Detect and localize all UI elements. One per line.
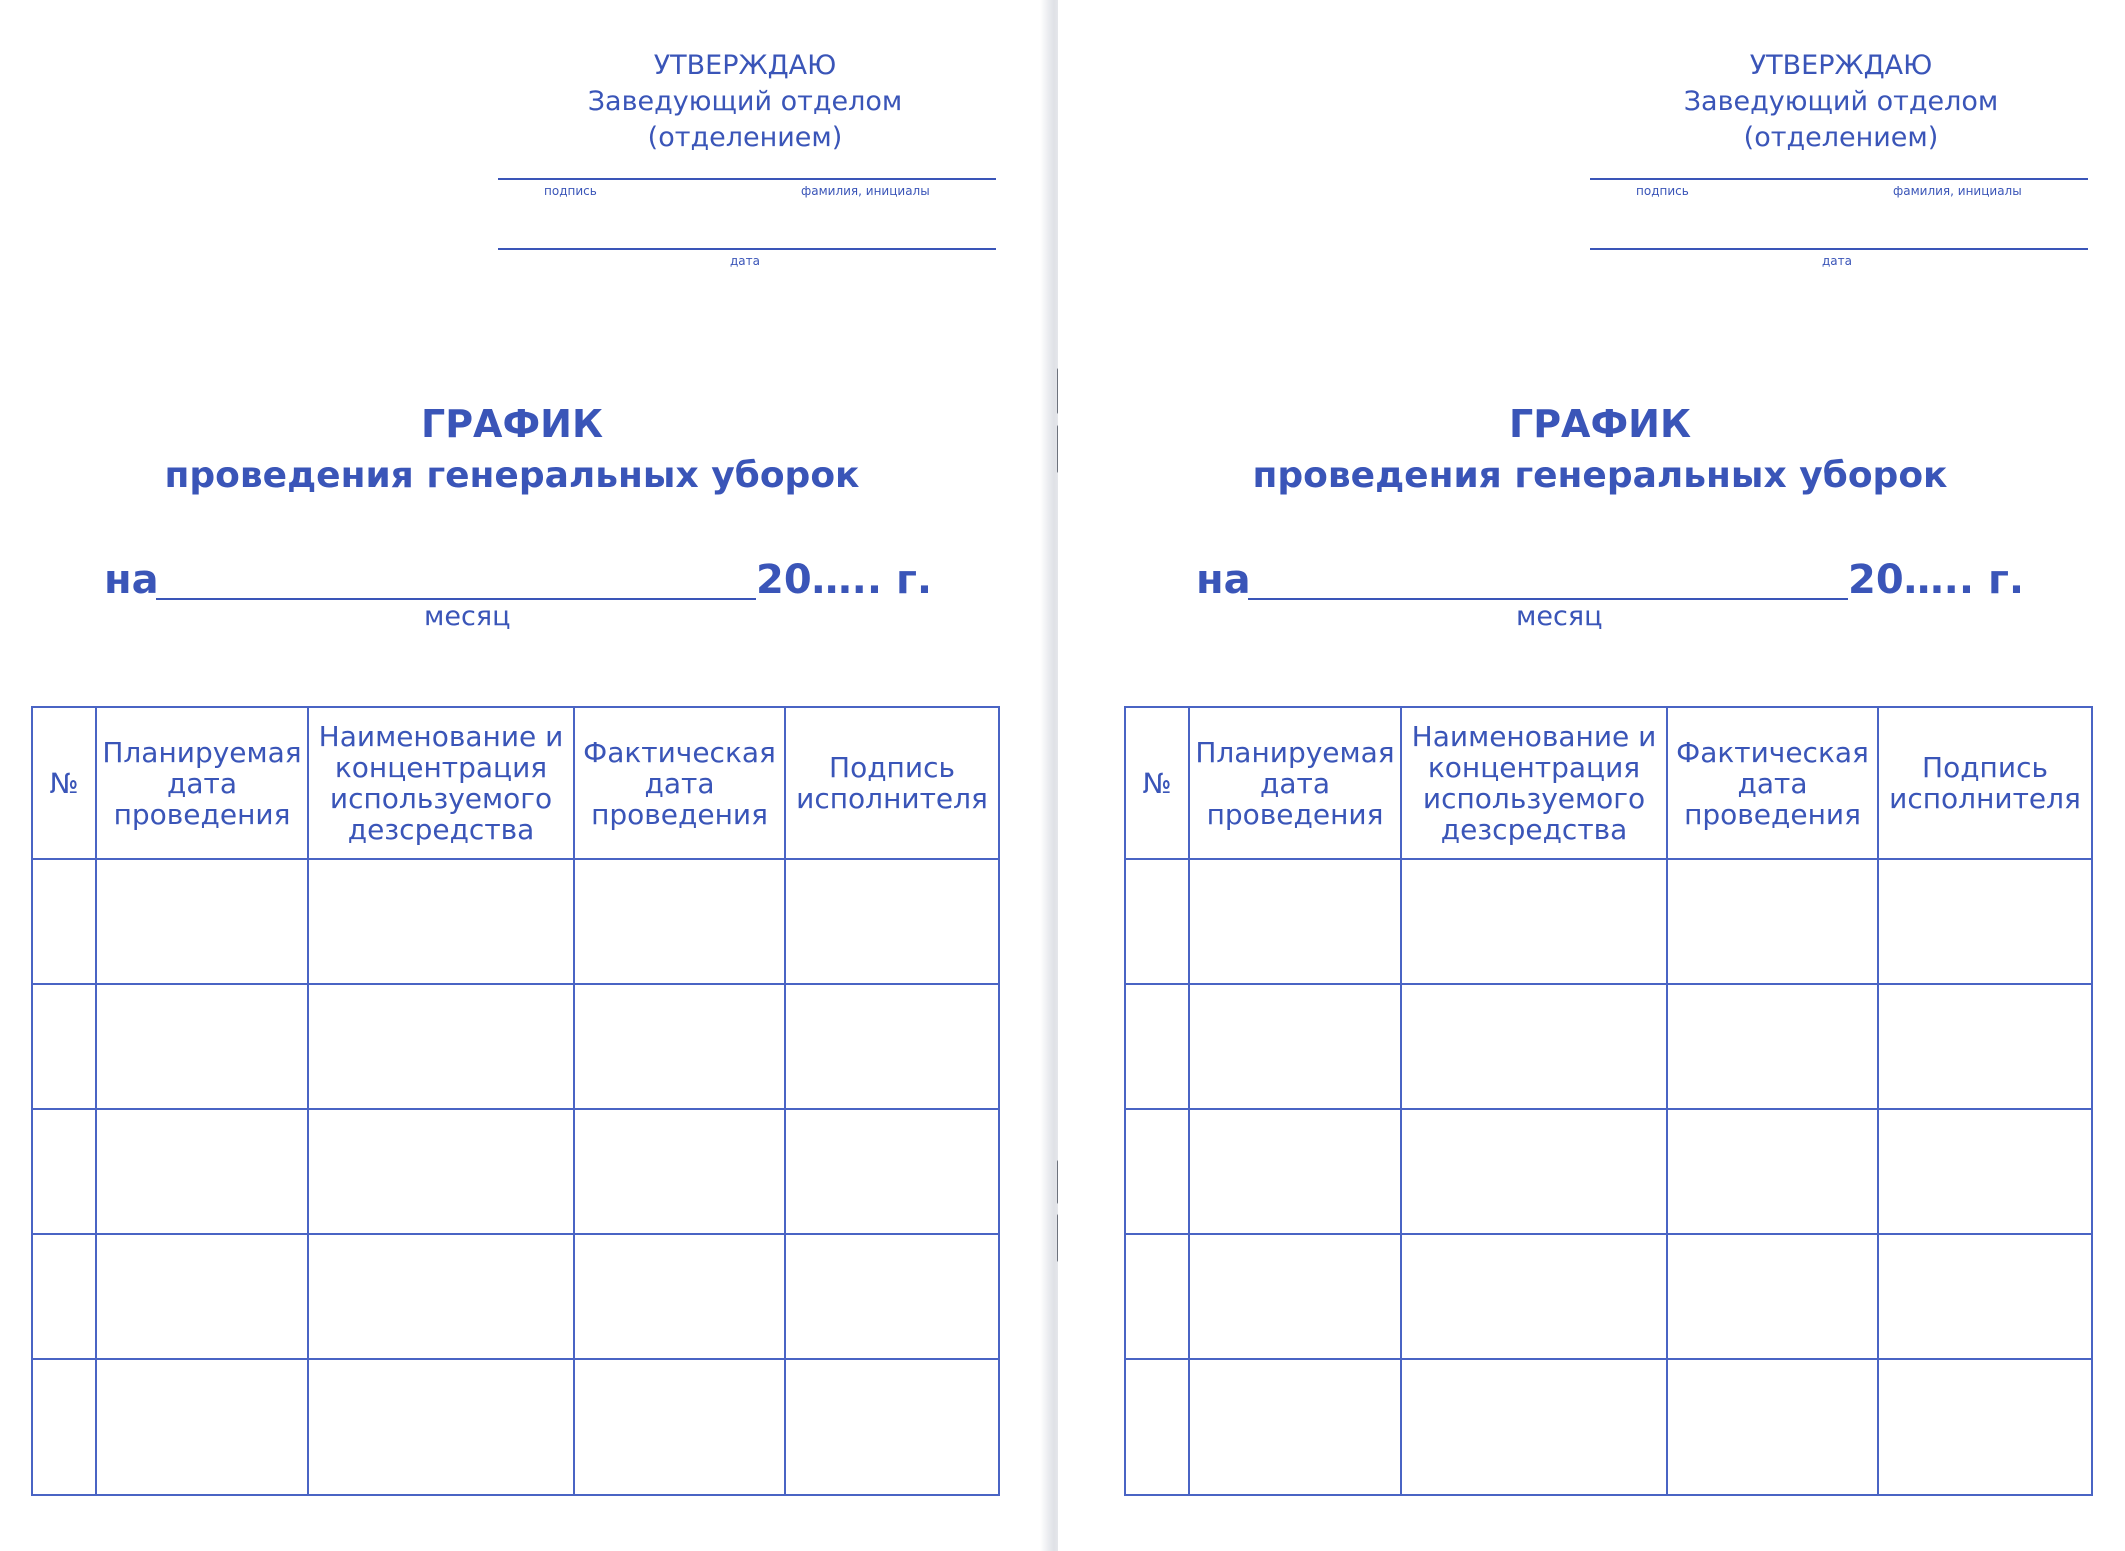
- cell-planned-date[interactable]: [96, 984, 308, 1109]
- date-line[interactable]: [1590, 248, 2088, 250]
- left-page: [0, 0, 1048, 1551]
- title-sub: проведения генеральных уборок: [1252, 455, 1948, 496]
- cell-disinfectant[interactable]: [1401, 859, 1667, 984]
- cell-actual-date[interactable]: [1667, 984, 1878, 1109]
- cell-planned-date[interactable]: [1189, 1109, 1401, 1234]
- period-line: [1196, 552, 2025, 632]
- cell-disinfectant[interactable]: [1401, 1234, 1667, 1359]
- date-caption: дата: [730, 254, 760, 268]
- approval-position: Заведующий отделом (отделением): [587, 86, 903, 153]
- cell-actual-date[interactable]: [1667, 1109, 1878, 1234]
- schedule-table: [31, 706, 1000, 1496]
- cell-signature[interactable]: [785, 1234, 999, 1359]
- header-planned-date: Планируемая дата проведения: [1189, 707, 1401, 859]
- header-actual-date: Фактическая дата проведения: [574, 707, 785, 859]
- table-row: [1125, 859, 2092, 984]
- cell-signature[interactable]: [1878, 859, 2092, 984]
- approval-heading: УТВЕРЖДАЮ: [653, 50, 837, 81]
- period-line: [104, 552, 933, 632]
- schedule-table: [1124, 706, 2093, 1496]
- title-main: ГРАФИК: [420, 402, 604, 446]
- cell-planned-date[interactable]: [96, 1109, 308, 1234]
- header-signature: Подпись исполнителя: [1878, 707, 2092, 859]
- cell-actual-date[interactable]: [574, 1234, 785, 1359]
- cell-actual-date[interactable]: [574, 984, 785, 1109]
- approval-block: [1591, 48, 2091, 156]
- header-number: №: [1125, 707, 1189, 859]
- period-year: 20….. г.: [756, 557, 933, 603]
- cell-number[interactable]: [1125, 1109, 1189, 1234]
- table-row: [32, 1109, 999, 1234]
- period-prefix: на: [104, 557, 159, 603]
- table-row: [1125, 984, 2092, 1109]
- cell-disinfectant[interactable]: [308, 1109, 574, 1234]
- date-caption: дата: [1822, 254, 1852, 268]
- cell-disinfectant[interactable]: [1401, 1109, 1667, 1234]
- header-disinfectant: Наименование и концентрация используемого дезсредства: [1401, 707, 1667, 859]
- approval-block: [495, 48, 995, 156]
- cell-actual-date[interactable]: [1667, 1359, 1878, 1495]
- cell-signature[interactable]: [785, 859, 999, 984]
- table-row: [32, 1359, 999, 1495]
- cell-signature[interactable]: [1878, 1109, 2092, 1234]
- document-title: [1150, 398, 2050, 502]
- cell-number[interactable]: [32, 859, 96, 984]
- signature-line[interactable]: [498, 178, 996, 180]
- signature-block: [498, 176, 998, 276]
- cell-number[interactable]: [32, 1109, 96, 1234]
- cell-number[interactable]: [32, 1359, 96, 1495]
- cell-planned-date[interactable]: [96, 859, 308, 984]
- cell-number[interactable]: [32, 1234, 96, 1359]
- cell-signature[interactable]: [785, 1109, 999, 1234]
- cell-signature[interactable]: [785, 984, 999, 1109]
- approval-heading: УТВЕРЖДАЮ: [1749, 50, 1933, 81]
- table-row: [1125, 1109, 2092, 1234]
- header-disinfectant: Наименование и концентрация используемого дезсредства: [308, 707, 574, 859]
- table-row: [32, 1234, 999, 1359]
- cell-number[interactable]: [1125, 1359, 1189, 1495]
- cell-actual-date[interactable]: [574, 859, 785, 984]
- cell-disinfectant[interactable]: [308, 1234, 574, 1359]
- cell-number[interactable]: [1125, 859, 1189, 984]
- cell-actual-date[interactable]: [574, 1109, 785, 1234]
- document-title: [62, 398, 962, 502]
- table-row: [1125, 1234, 2092, 1359]
- cell-disinfectant[interactable]: [1401, 1359, 1667, 1495]
- signature-line[interactable]: [1590, 178, 2088, 180]
- cell-planned-date[interactable]: [1189, 859, 1401, 984]
- cell-planned-date[interactable]: [96, 1234, 308, 1359]
- period-year: 20….. г.: [1848, 557, 2025, 603]
- title-sub: проведения генеральных уборок: [164, 455, 860, 496]
- signature-block: [1590, 176, 2090, 276]
- cell-planned-date[interactable]: [1189, 984, 1401, 1109]
- table-header-row: [1125, 707, 2092, 859]
- right-page: [1058, 0, 2125, 1551]
- name-caption: фамилия, инициалы: [801, 184, 930, 198]
- name-caption: фамилия, инициалы: [1893, 184, 2022, 198]
- cell-disinfectant[interactable]: [308, 984, 574, 1109]
- cell-planned-date[interactable]: [96, 1359, 308, 1495]
- cell-signature[interactable]: [1878, 1234, 2092, 1359]
- cell-planned-date[interactable]: [1189, 1234, 1401, 1359]
- table-header-row: [32, 707, 999, 859]
- cell-actual-date[interactable]: [574, 1359, 785, 1495]
- header-actual-date: Фактическая дата проведения: [1667, 707, 1878, 859]
- cell-disinfectant[interactable]: [308, 1359, 574, 1495]
- cell-number[interactable]: [32, 984, 96, 1109]
- header-number: №: [32, 707, 96, 859]
- period-prefix: на: [1196, 557, 1251, 603]
- cell-disinfectant[interactable]: [308, 859, 574, 984]
- approval-position: Заведующий отделом (отделением): [1683, 86, 1999, 153]
- header-planned-date: Планируемая дата проведения: [96, 707, 308, 859]
- month-caption: месяц: [424, 601, 511, 632]
- month-caption: месяц: [1516, 601, 1603, 632]
- signature-caption: подпись: [1636, 184, 1689, 198]
- cell-number[interactable]: [1125, 1234, 1189, 1359]
- cell-disinfectant[interactable]: [1401, 984, 1667, 1109]
- signature-caption: подпись: [544, 184, 597, 198]
- table-row: [32, 984, 999, 1109]
- table-row: [32, 859, 999, 984]
- cell-actual-date[interactable]: [1667, 859, 1878, 984]
- cell-number[interactable]: [1125, 984, 1189, 1109]
- cell-signature[interactable]: [785, 1359, 999, 1495]
- cell-planned-date[interactable]: [1189, 1359, 1401, 1495]
- title-main: ГРАФИК: [1508, 402, 1692, 446]
- table-row: [1125, 1359, 2092, 1495]
- header-signature: Подпись исполнителя: [785, 707, 999, 859]
- cell-signature[interactable]: [1878, 984, 2092, 1109]
- cell-signature[interactable]: [1878, 1359, 2092, 1495]
- cell-actual-date[interactable]: [1667, 1234, 1878, 1359]
- date-line[interactable]: [498, 248, 996, 250]
